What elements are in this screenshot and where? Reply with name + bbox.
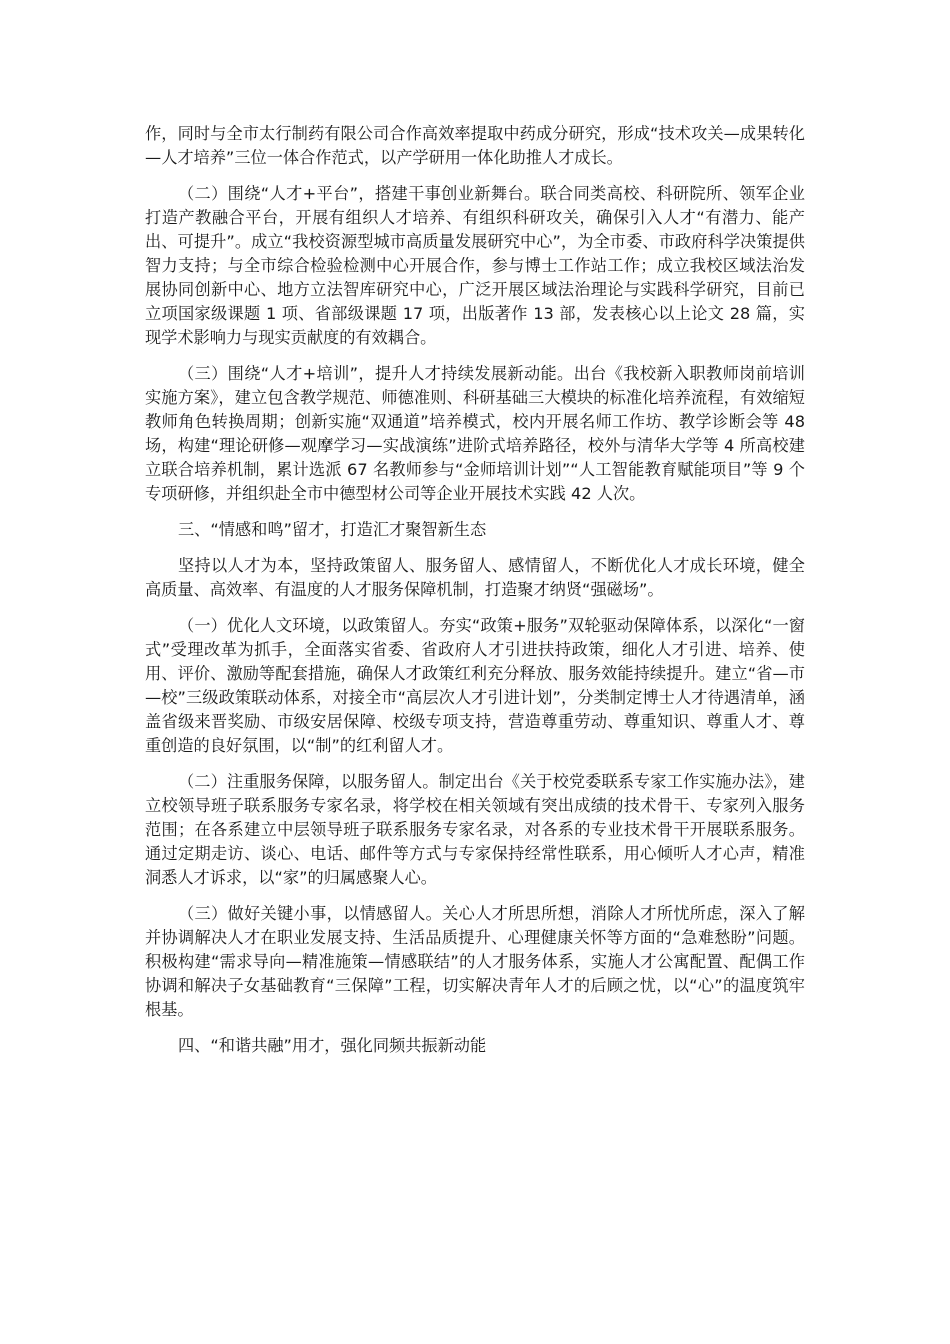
document-page [145,122,805,1070]
paragraph-continuation: 作，同时与全市太行制药有限公司合作高效率提取中药成分研究，形成“技术攻关—成果转化—人才培养”三位一体合作范式，以产学研用一体化助推人才成长。 [145,124,805,167]
paragraph-talent-training: （三）围绕“人才+培训”，提升人才持续发展新动能。出台《我校新入职教师岗前培训实施方案》，建立包含教学规范、师德准则、科研基础三大模块的标准化培养流程，有效缩短教师角色转换周期；创新实施“双通道”培养模式，校内开展名师工作坊、教学诊断会等 48 场，构建“理论研修—观摩学习—实战演练”进阶式培养路径，校外与清华大学等 4 所高校建立联合培养机制，累计选派 67 名教师参与“金师培训计划”“人工智能教育赋能项目”等 9 个专项研修，并组织赴全市中德型材公司等企业开展技术实践 42 人次。 [145,364,805,503]
paragraph-emotional-retention: （三）做好关键小事，以情感留人。关心人才所思所想，消除人才所忧所虑，深入了解并协调解决人才在职业发展支持、生活品质提升、心理健康关怀等方面的“急难愁盼”问题。积极构建“需求导向—精准施策—情感联结”的人才服务体系，实施人才公寓配置、配偶工作协调和解决子女基础教育“三保障”工程，切实解决青年人才的后顾之忧，以“心”的温度筑牢根基。 [145,904,805,1019]
paragraph-policy-retention: （一）优化人文环境，以政策留人。夯实“政策+服务”双轮驱动保障体系，以深化“一窗式”受理改革为抓手，全面落实省委、省政府人才引进扶持政策，细化人才引进、培养、使用、评价、激励等配套措施，确保人才政策红利充分释放、服务效能持续提升。建立“省—市—校”三级政策联动体系，对接全市“高层次人才引进计划”，分类制定博士人才待遇清单，涵盖省级来晋奖励、市级安居保障、校级专项支持，营造尊重劳动、尊重知识、尊重人才、尊重创造的良好氛围，以“制”的红利留人才。 [145,616,805,755]
section-heading-3: 三、“情感和鸣”留才，打造汇才聚智新生态 [178,520,487,539]
section-heading-4: 四、“和谐共融”用才，强化同频共振新动能 [178,1036,487,1055]
paragraph-service-retention: （二）注重服务保障，以服务留人。制定出台《关于校党委联系专家工作实施办法》，建立校领导班子联系服务专家名录，将学校在相关领域有突出成绩的技术骨干、专家列入服务范围；在各系建立中层领导班子联系服务专家名录，对各系的专业技术骨干开展联系服务。通过定期走访、谈心、电话、邮件等方式与专家保持经常性联系，用心倾听人才心声，精准洞悉人才诉求，以“家”的归属感聚人心。 [145,772,805,887]
paragraph-section-3-intro: 坚持以人才为本，坚持政策留人、服务留人、感情留人，不断优化人才成长环境，健全高质量、高效率、有温度的人才服务保障机制，打造聚才纳贤“强磁场”。 [145,556,805,599]
paragraph-talent-platform: （二）围绕“人才+平台”，搭建干事创业新舞台。联合同类高校、科研院所、领军企业打造产教融合平台，开展有组织人才培养、有组织科研攻关，确保引入人才“有潜力、能产出、可提升”。成立“我校资源型城市高质量发展研究中心”，为全市委、市政府科学决策提供智力支持；与全市综合检验检测中心开展合作，参与博士工作站工作；成立我校区域法治发展协同创新中心、地方立法智库研究中心，广泛开展区域法治理论与实践科学研究，目前已立项国家级课题 1 项、省部级课题 17 项，出版著作 13 部，发表核心以上论文 28 篇，实现学术影响力与现实贡献度的有效耦合。 [145,184,805,347]
